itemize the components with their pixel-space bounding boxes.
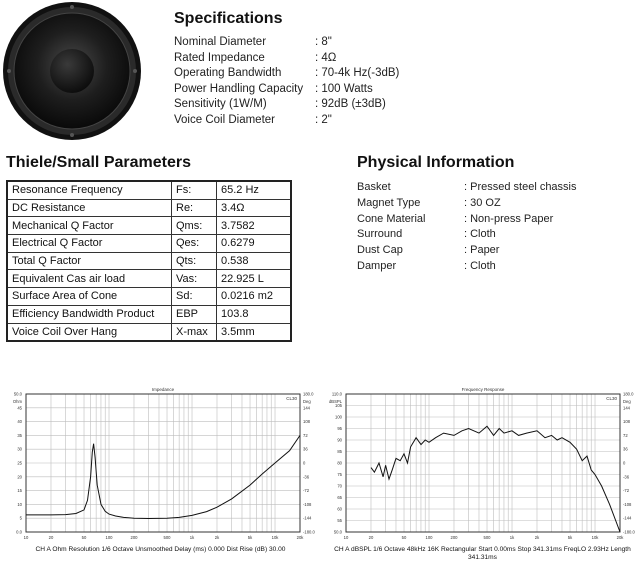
y-tick-label: 30 (17, 446, 22, 452)
x-tick-label: 50 (81, 535, 87, 540)
x-tick-label: 2k (534, 535, 540, 540)
y-tick-label: 95 (337, 426, 342, 431)
parameter-value: 65.2 Hz (217, 181, 292, 199)
parameter-symbol: EBP (172, 305, 217, 323)
x-tick-label: 5k (567, 535, 573, 540)
x-tick-label: 50 (401, 535, 407, 540)
table-row (7, 270, 291, 288)
spec-value: : 100 Watts (315, 82, 373, 95)
table-row (7, 217, 291, 235)
y2-tick-label: -36 (623, 474, 630, 480)
physical-label: Dust Cap (357, 244, 403, 257)
y2-tick-label: 36 (623, 446, 628, 452)
physical-label: Surround (357, 228, 403, 241)
x-tick-label: 1k (509, 535, 515, 540)
parameter-name: DC Resistance (7, 199, 172, 217)
y2-tick-label: -36 (303, 474, 310, 480)
spec-label: Operating Bandwidth (174, 67, 282, 80)
physical-label: Damper (357, 259, 397, 272)
y-tick-label: 65 (337, 495, 342, 500)
y-tick-label: 60 (337, 506, 342, 512)
spec-row (174, 35, 399, 51)
parameter-value: 22.925 L (217, 270, 292, 288)
parameter-name: Equivalent Cas air load (7, 270, 172, 288)
x-tick-label: 10k (591, 535, 599, 540)
spec-row (174, 97, 399, 113)
physical-label: Cone Material (357, 212, 426, 225)
table-row (7, 305, 291, 323)
chart-corner-label: CL30 (286, 396, 297, 401)
spec-label: Rated Impedance (174, 51, 265, 64)
y2-tick-label: 180.0 (623, 391, 634, 397)
y-tick-label: 55 (337, 518, 342, 523)
y-tick-label: 10 (17, 501, 22, 507)
y-tick-label: 25 (17, 460, 22, 466)
x-tick-label: 500 (483, 535, 491, 540)
physical-row (357, 259, 577, 275)
parameter-value: 103.8 (217, 305, 292, 323)
chart-corner-label: CL30 (606, 396, 617, 401)
y-tick-label: 45 (17, 405, 22, 411)
parameter-value: 3.4Ω (217, 199, 292, 217)
x-tick-label: 10 (343, 535, 349, 540)
parameter-symbol: Sd: (172, 288, 217, 306)
parameter-symbol: Qes: (172, 235, 217, 253)
physical-row (357, 227, 577, 243)
parameter-name: Efficiency Bandwidth Product (7, 305, 172, 323)
physical-information-title: Physical Information (357, 154, 515, 171)
x-tick-label: 1k (189, 535, 195, 540)
y-tick-label: 80 (337, 460, 342, 466)
physical-value: : 30 OZ (464, 196, 501, 209)
frequency-response-chart (326, 382, 640, 542)
parameter-symbol: Qms: (172, 217, 217, 235)
x-tick-label: 100 (425, 535, 433, 540)
table-row (7, 199, 291, 217)
spec-value: : 92dB (±3dB) (315, 98, 386, 111)
x-tick-label: 100 (105, 535, 113, 540)
speaker-photo (0, 0, 150, 150)
y2-tick-label: -144 (303, 515, 312, 521)
physical-row (357, 180, 577, 196)
specifications-list (174, 35, 399, 129)
y2-tick-label: -72 (623, 488, 630, 494)
y2-tick-label: -180.0 (303, 529, 315, 535)
parameter-name: Voice Coil Over Hang (7, 323, 172, 341)
x-tick-label: 20 (48, 535, 54, 540)
physical-value: : Non-press Paper (464, 212, 554, 225)
y-tick-label: 50.0 (333, 529, 342, 535)
chart-title: Impedance (151, 387, 175, 392)
table-row (7, 323, 291, 341)
x-tick-label: 500 (163, 535, 171, 540)
y2-tick-label: 0 (623, 460, 626, 466)
parameter-symbol: Re: (172, 199, 217, 217)
parameter-value: 3.5mm (217, 323, 292, 341)
parameter-name: Mechanical Q Factor (7, 217, 172, 235)
y-axis-label: Ohm (12, 399, 22, 404)
spec-label: Voice Coil Diameter (174, 113, 275, 126)
physical-value: : Pressed steel chassis (464, 181, 577, 193)
physical-information-list (357, 180, 577, 275)
y-tick-label: 40 (17, 419, 22, 425)
spec-row (174, 82, 399, 98)
y-tick-label: 35 (17, 432, 22, 438)
physical-label: Magnet Type (357, 196, 421, 209)
parameter-value: 3.7582 (217, 217, 292, 235)
parameter-symbol: Qts: (172, 252, 217, 270)
table-row (7, 288, 291, 306)
y2-tick-label: -108 (623, 501, 632, 507)
x-tick-label: 20k (616, 535, 624, 540)
parameter-value: 0.0216 m2 (217, 288, 292, 306)
specifications-title: Specifications (174, 10, 283, 27)
y2-tick-label: 108 (623, 419, 630, 425)
spec-value: : 4Ω (315, 51, 337, 64)
y2-tick-label: 72 (303, 432, 308, 438)
y-tick-label: 50.0 (13, 391, 22, 397)
parameter-symbol: Fs: (172, 181, 217, 199)
table-row (7, 252, 291, 270)
x-tick-label: 5k (247, 535, 253, 540)
y-tick-label: 20 (17, 474, 22, 480)
y-tick-label: 5 (19, 515, 22, 521)
spec-label: Nominal Diameter (174, 36, 267, 48)
y-tick-label: 105 (335, 403, 342, 408)
y2-axis-label: Deg (623, 399, 631, 404)
x-tick-label: 200 (130, 535, 138, 540)
y-tick-label: 0.0 (16, 529, 22, 535)
parameter-value: 0.6279 (217, 235, 292, 253)
spec-row (174, 66, 399, 82)
x-tick-label: 20 (368, 535, 374, 540)
spec-label: Power Handling Capacity (174, 82, 304, 95)
frequency-caption: CH A dBSPL 1/6 Octave 48kHz 16K Rectangular Start 0.00ms Stop 341.31ms FreqLO 2.93Hz Length 341.31ms (334, 546, 631, 561)
parameter-symbol: Vas: (172, 270, 217, 288)
spec-row (174, 113, 399, 129)
y2-tick-label: 72 (623, 432, 628, 438)
spec-value: : 70-4k Hz(-3dB) (315, 67, 400, 80)
x-tick-label: 10 (23, 535, 29, 540)
impedance-chart (0, 382, 320, 542)
y2-tick-label: 108 (303, 419, 310, 425)
impedance-caption: CH A Ohm Resolution 1/6 Octave Unsmoothed Delay (ms) 0.000 Dist Rise (dB) 30.00 (35, 546, 286, 553)
y2-tick-label: -180.0 (623, 529, 635, 535)
parameter-value: 0.538 (217, 252, 292, 270)
y2-tick-label: 180.0 (303, 391, 314, 397)
y-tick-label: 15 (17, 488, 22, 494)
y2-tick-label: 144 (623, 405, 630, 411)
spec-value: : 2" (315, 113, 332, 126)
y-tick-label: 100 (335, 414, 342, 420)
physical-value: : Cloth (464, 228, 496, 241)
physical-row (357, 196, 577, 212)
y2-tick-label: 0 (303, 460, 306, 466)
y2-tick-label: 36 (303, 446, 308, 452)
physical-value: : Paper (464, 244, 500, 257)
parameter-name: Electrical Q Factor (7, 235, 172, 253)
table-row (7, 181, 291, 199)
x-tick-label: 20k (296, 535, 304, 540)
y2-tick-label: -144 (623, 515, 632, 521)
x-tick-label: 200 (450, 535, 458, 540)
y2-tick-label: -108 (303, 501, 312, 507)
physical-value: : Cloth (464, 259, 496, 272)
spec-label: Sensitivity (1W/M) (174, 98, 267, 111)
y-tick-label: 70 (337, 483, 342, 489)
chart-title: Frequency Response (461, 387, 505, 392)
thiele-small-table (6, 180, 292, 342)
series-line (371, 426, 620, 532)
parameter-name: Resonance Frequency (7, 181, 172, 199)
y-tick-label: 110.0 (331, 391, 342, 397)
spec-value: : 8" (315, 36, 332, 48)
thiele-small-title: Thiele/Small Parameters (6, 154, 191, 171)
parameter-name: Total Q Factor (7, 252, 172, 270)
parameter-name: Surface Area of Cone (7, 288, 172, 306)
y-axis-label: dBSPL (328, 399, 342, 404)
table-row (7, 235, 291, 253)
spec-row (174, 51, 399, 67)
x-tick-label: 2k (214, 535, 220, 540)
physical-row (357, 212, 577, 228)
y2-axis-label: Deg (303, 399, 311, 404)
physical-row (357, 243, 577, 259)
y2-tick-label: -72 (303, 488, 310, 494)
physical-label: Basket (357, 181, 391, 193)
y-tick-label: 75 (337, 472, 342, 477)
x-tick-label: 10k (271, 535, 279, 540)
parameter-symbol: X-max (172, 323, 217, 341)
y2-tick-label: 144 (303, 405, 310, 411)
y-tick-label: 90 (337, 437, 342, 443)
y-tick-label: 85 (337, 449, 342, 454)
